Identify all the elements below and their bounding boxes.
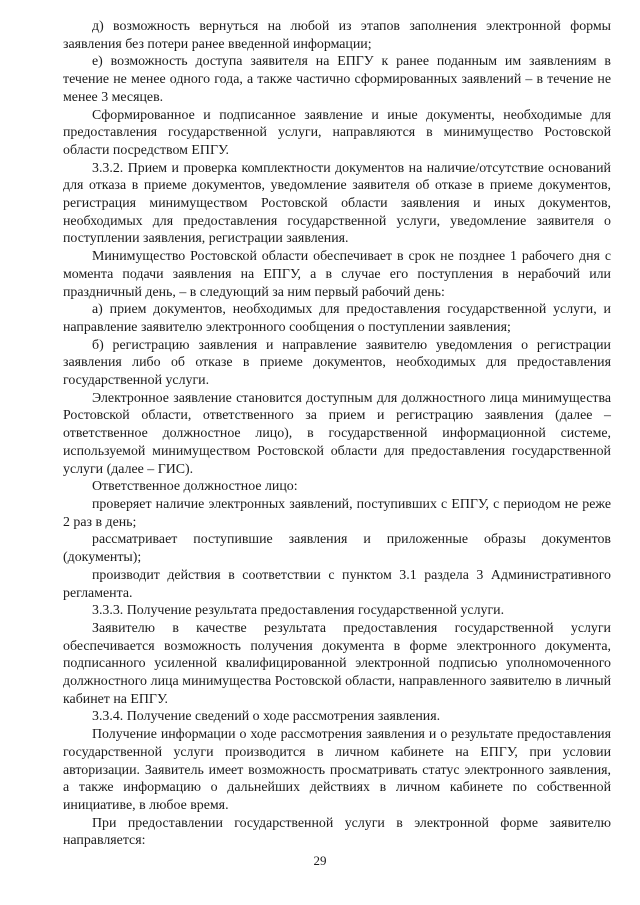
paragraph-electronic-form: При предоставлении государственной услуги в электронной форме заявителю направляется: [63,815,611,849]
paragraph-checks: проверяет наличие электронных заявлений, поступивших с ЕПГУ, с периодом не реже 2 раз в день; [63,496,611,530]
paragraph-section-3-3-3: 3.3.3. Получение результата предоставления государственной услуги. [92,603,505,619]
paragraph-electronic-application: Электронное заявление становится доступным для должностного лица минимущества Ростовской области, ответственного за прием и регистрацию заявления (далее – ответственное должностное лицо), в государственной информационной системе, используемой минимуществом Ростовской области для предоставления государственной услуги (далее – ГИС). [63,390,611,477]
paragraph-item-a: а) прием документов, необходимых для предоставления государственной услуги, и направление заявителю электронного сообщения о поступлении заявления; [63,302,611,335]
paragraph-item-e: е) возможность доступа заявителя на ЕПГУ к ранее поданным им заявлениям в течение не менее одного года, а также частично сформированных заявлений – в течение не менее 3 месяцев. [63,54,611,105]
paragraph-section-3-3-2: 3.3.2. Прием и проверка комплектности документов на наличие/отсутствие оснований для отказа в приеме документов, уведомление заявителя об отказе в приеме документов, регистрация минимуществом Ростовской области заявления и иных документов, необходимых для предоставления государственной услуги, уведомление заявителя о поступлении заявления, регистрации заявления. [63,160,611,247]
paragraph-reviews: рассматривает поступившие заявления и приложенные образы документов (документы); [63,532,611,566]
paragraph-progress-info: Получение информации о ходе рассмотрения заявления и о результате предоставления государственной услуги производится в личном кабинете на ЕПГУ, при условии авторизации. Заявитель имеет возможность просматривать статус электронного заявления, а также информацию о дальнейших действиях в личном кабинете по собственной инициативе, в любое время. [63,727,611,813]
paragraph-item-b: б) регистрацию заявления и направление заявителю уведомления о регистрации заявления либо об отказе в приеме документов, необходимых для предоставления государственной услуги. [63,337,611,389]
paragraph-section-3-3-4: 3.3.4. Получение сведений о ходе рассмотрения заявления. [92,709,441,725]
paragraph-result: Заявителю в качестве результата предоставления государственной услуги обеспечивается возможность получения документа в форме электронного документа, подписанного усиленной квалифицированной электронной подписью уполномоченного должностного лица минимущества Ростовской области, направленного заявителю в личный кабинет на ЕПГУ. [63,620,611,707]
document-body [63,18,611,850]
page-number: 29 [313,853,327,868]
paragraph-item-d: д) возможность вернуться на любой из этапов заполнения электронной формы заявления без потери ранее введенной информации; [63,19,611,52]
paragraph-deadline: Минимущество Ростовской области обеспечивает в срок не позднее 1 рабочего дня с момента подачи заявления на ЕПГУ, а в случае его поступления в нерабочий или праздничный день, – в следующий за ним первый рабочий день: [63,249,611,300]
paragraph-signed-application: Сформированное и подписанное заявление и иные документы, необходимые для предоставления государственной услуги, направляются в минимущество Ростовской области посредством ЕПГУ. [63,107,611,158]
paragraph-responsible-official: Ответственное должностное лицо: [92,479,298,495]
paragraph-actions: производит действия в соответствии с пунктом 3.1 раздела 3 Административного регламента. [63,567,611,601]
